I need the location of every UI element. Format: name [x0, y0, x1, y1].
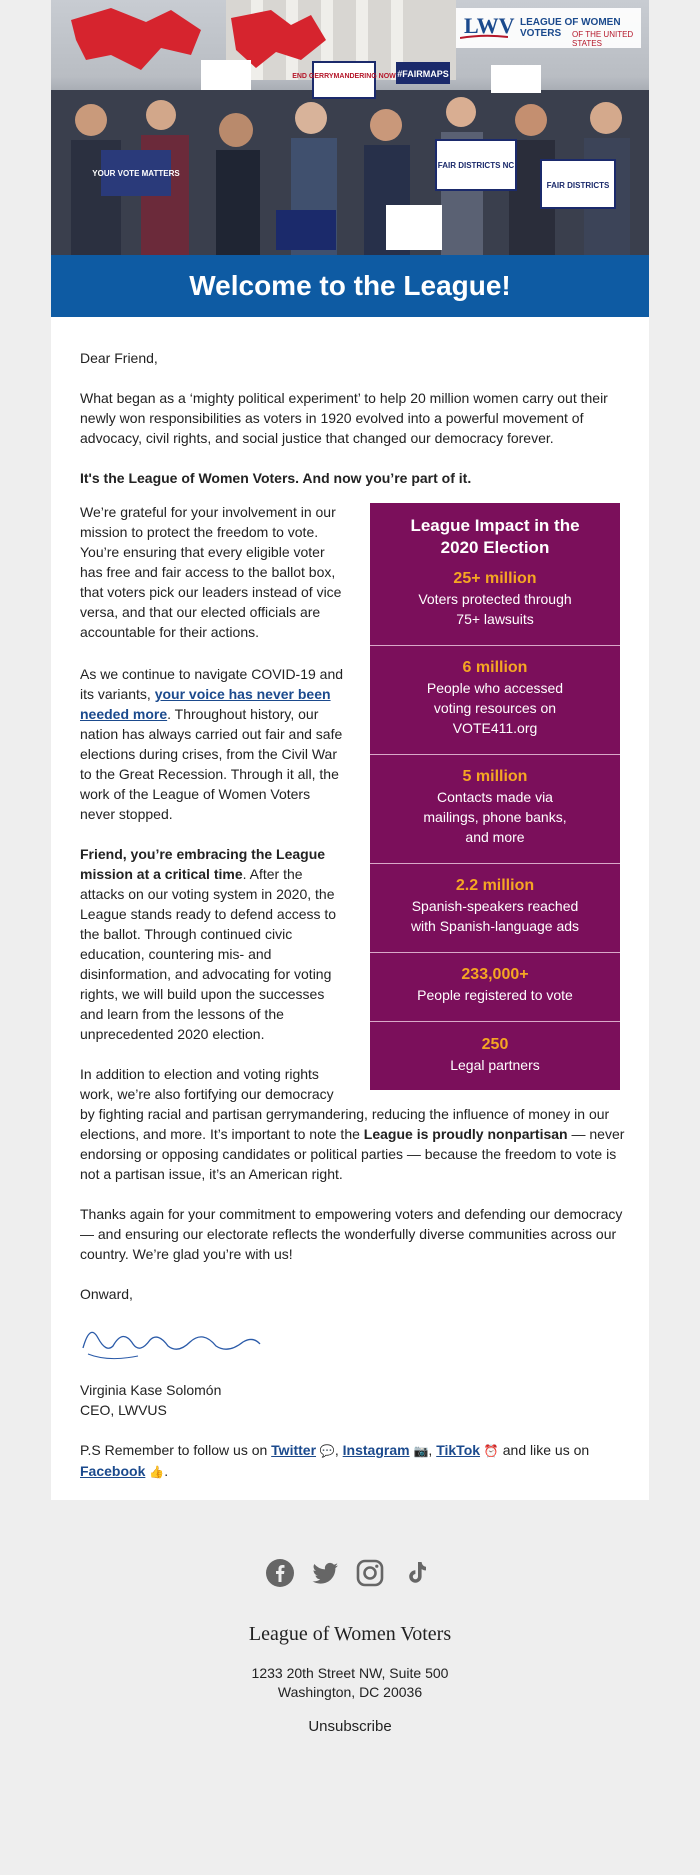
- ps-text: P.S Remember to follow us on: [80, 1442, 272, 1458]
- stat-description: People who accessed: [426, 680, 564, 696]
- instagram-link[interactable]: Instagram: [342, 1442, 410, 1458]
- thumbs-up-icon: 👍: [149, 1465, 165, 1479]
- camera-icon: 📷: [413, 1444, 429, 1458]
- stat-description: voting resources on: [433, 700, 557, 716]
- stat-description: with Spanish-language ads: [410, 918, 580, 934]
- nonpartisan-bold: League is proudly nonpartisan: [363, 1126, 568, 1142]
- stat-divider: [370, 952, 620, 953]
- instagram-icon[interactable]: [355, 1558, 385, 1588]
- stat-number: 6 million: [462, 659, 528, 676]
- impact-stat: [370, 876, 620, 936]
- footer-address: [0, 1664, 700, 1702]
- signoff: Onward,: [80, 1286, 133, 1302]
- paragraph-fortifying-a: In addition to election and voting rights work, we’re also fortifying our democracy: [80, 1066, 334, 1102]
- paragraph-fortifying-b: [80, 1104, 625, 1184]
- stat-description: and more: [465, 829, 525, 845]
- svg-text:FAIR DISTRICTS: FAIR DISTRICTS: [546, 181, 610, 190]
- stat-description: Legal partners: [450, 1057, 540, 1073]
- stat-description: mailings, phone banks,: [423, 809, 567, 825]
- facebook-link[interactable]: Facebook: [80, 1463, 146, 1479]
- greeting: Dear Friend,: [80, 350, 158, 366]
- ps-text: and like us on: [498, 1442, 590, 1458]
- impact-stat: [370, 965, 620, 1005]
- impact-stat: [370, 569, 620, 629]
- social-links: [265, 1558, 435, 1590]
- paragraph-text: . After the attacks on our voting system in 2020, the League stands ready to defend access to the ballot. Through continued civic education, countering mis- and disinformation, and advocating for voting rights, we will build upon the successes and learn from the lessons of the unprecedented 2020 election.: [80, 866, 337, 1042]
- svg-text:#FAIRMAPS: #FAIRMAPS: [397, 69, 449, 79]
- stat-number: 25+ million: [453, 570, 537, 587]
- unsubscribe-anchor[interactable]: Unsubscribe: [308, 1718, 392, 1735]
- ps-text: .: [164, 1463, 169, 1479]
- paragraph-gratitude: We’re grateful for your involvement in our mission to protect the freedom to vote. You’re ensuring that every eligible voter has free and fair access to the ballot box, that voters pick our leaders instead of vice versa, and that our elected officials are accountable for their actions.: [80, 504, 342, 640]
- stat-description: Spanish-speakers reached: [411, 898, 579, 914]
- stat-divider: [370, 1021, 620, 1022]
- postscript: [80, 1440, 620, 1482]
- impact-title-line: League Impact in the: [410, 516, 580, 535]
- svg-text:END GERRYMANDERING NOW: END GERRYMANDERING NOW: [292, 73, 396, 80]
- impact-title-line: 2020 Election: [440, 538, 550, 557]
- signer-title: CEO, LWVUS: [80, 1402, 167, 1418]
- paragraph-bold-text: Friend, you’re embracing the League mission at a critical time: [80, 846, 326, 882]
- paragraph-text: As we continue to navigate COVID-19 and its variants,: [80, 666, 344, 702]
- stat-number: 5 million: [462, 768, 528, 785]
- welcome-heading: Welcome to the League!: [51, 255, 649, 317]
- stat-number: 250: [481, 1036, 509, 1053]
- logo-line-2: OF THE UNITED STATES: [572, 30, 634, 48]
- twitter-icon[interactable]: [310, 1558, 340, 1588]
- headline: It's the League of Women Voters. And now you’re part of it.: [80, 470, 472, 486]
- facebook-icon[interactable]: [265, 1558, 295, 1588]
- paragraph-text: by fighting racial and partisan gerrymandering, reducing the influence of money in our elections, and more. It’s important to note the: [80, 1106, 610, 1142]
- paragraph-text: . Throughout history, our nation has always carried out fair and safe elections during crises, from the Civil War to the Great Recession. Through it all, the work of the League of Women Voters never stopped.: [80, 706, 343, 822]
- paragraph-covid: [80, 664, 345, 824]
- stat-number: 2.2 million: [455, 877, 535, 894]
- address-line: Washington, DC 20036: [277, 1684, 423, 1700]
- ps-text: ,: [334, 1442, 343, 1458]
- stat-description: 75+ lawsuits: [456, 611, 534, 627]
- stat-divider: [370, 754, 620, 755]
- signature: [78, 1318, 263, 1366]
- impact-stat: [370, 767, 620, 847]
- stat-description: Voters protected through: [418, 591, 572, 607]
- svg-text:FAIR DISTRICTS NC: FAIR DISTRICTS NC: [437, 161, 515, 170]
- stat-divider: [370, 863, 620, 864]
- alarm-clock-icon: ⏰: [483, 1444, 499, 1458]
- stat-description: People registered to vote: [417, 987, 573, 1003]
- stat-number: 233,000+: [461, 966, 529, 983]
- stat-description: Contacts made via: [437, 789, 553, 805]
- impact-stat: [370, 658, 620, 738]
- footer-org-name: League of Women Voters: [248, 1623, 452, 1645]
- speech-bubble-icon: 💬: [319, 1444, 335, 1458]
- voice-needed-link[interactable]: your voice has never been needed more: [80, 686, 331, 722]
- stat-divider: [370, 645, 620, 646]
- tiktok-icon[interactable]: [402, 1558, 432, 1588]
- stat-description: VOTE411.org: [452, 720, 538, 736]
- impact-title: [370, 515, 620, 559]
- address-line: 1233 20th Street NW, Suite 500: [251, 1665, 449, 1681]
- twitter-link[interactable]: Twitter: [271, 1442, 317, 1458]
- impact-stat: [370, 1035, 620, 1075]
- logo-line-1: LEAGUE OF WOMEN VOTERS: [520, 17, 621, 39]
- ps-text: ,: [428, 1442, 437, 1458]
- svg-text:YOUR VOTE MATTERS: YOUR VOTE MATTERS: [92, 169, 180, 178]
- unsubscribe-link[interactable]: [0, 1718, 700, 1735]
- signer-name: Virginia Kase Solomón: [80, 1382, 222, 1398]
- paragraph-text: — never endorsing or opposing candidates or political parties — because the freedom to vote is not a partisan issue, it’s an American right.: [80, 1126, 625, 1182]
- paragraph-critical-time: [80, 844, 345, 1044]
- paragraph-thanks: Thanks again for your commitment to empowering voters and defending our democracy — and ensuring our electorate reflects the wonderfully diverse communities across our country. We’re glad you’re with us!: [80, 1206, 623, 1262]
- intro-paragraph: What began as a ‘mighty political experiment’ to help 20 million women carry out their newly won responsibilities as voters in 1920 evolved into a powerful movement of advocacy, civil rights, and social justice that changed our democracy forever.: [80, 390, 608, 446]
- logo-mark: LWV: [464, 13, 515, 38]
- impact-panel: [370, 503, 620, 1090]
- tiktok-link[interactable]: TikTok: [436, 1442, 481, 1458]
